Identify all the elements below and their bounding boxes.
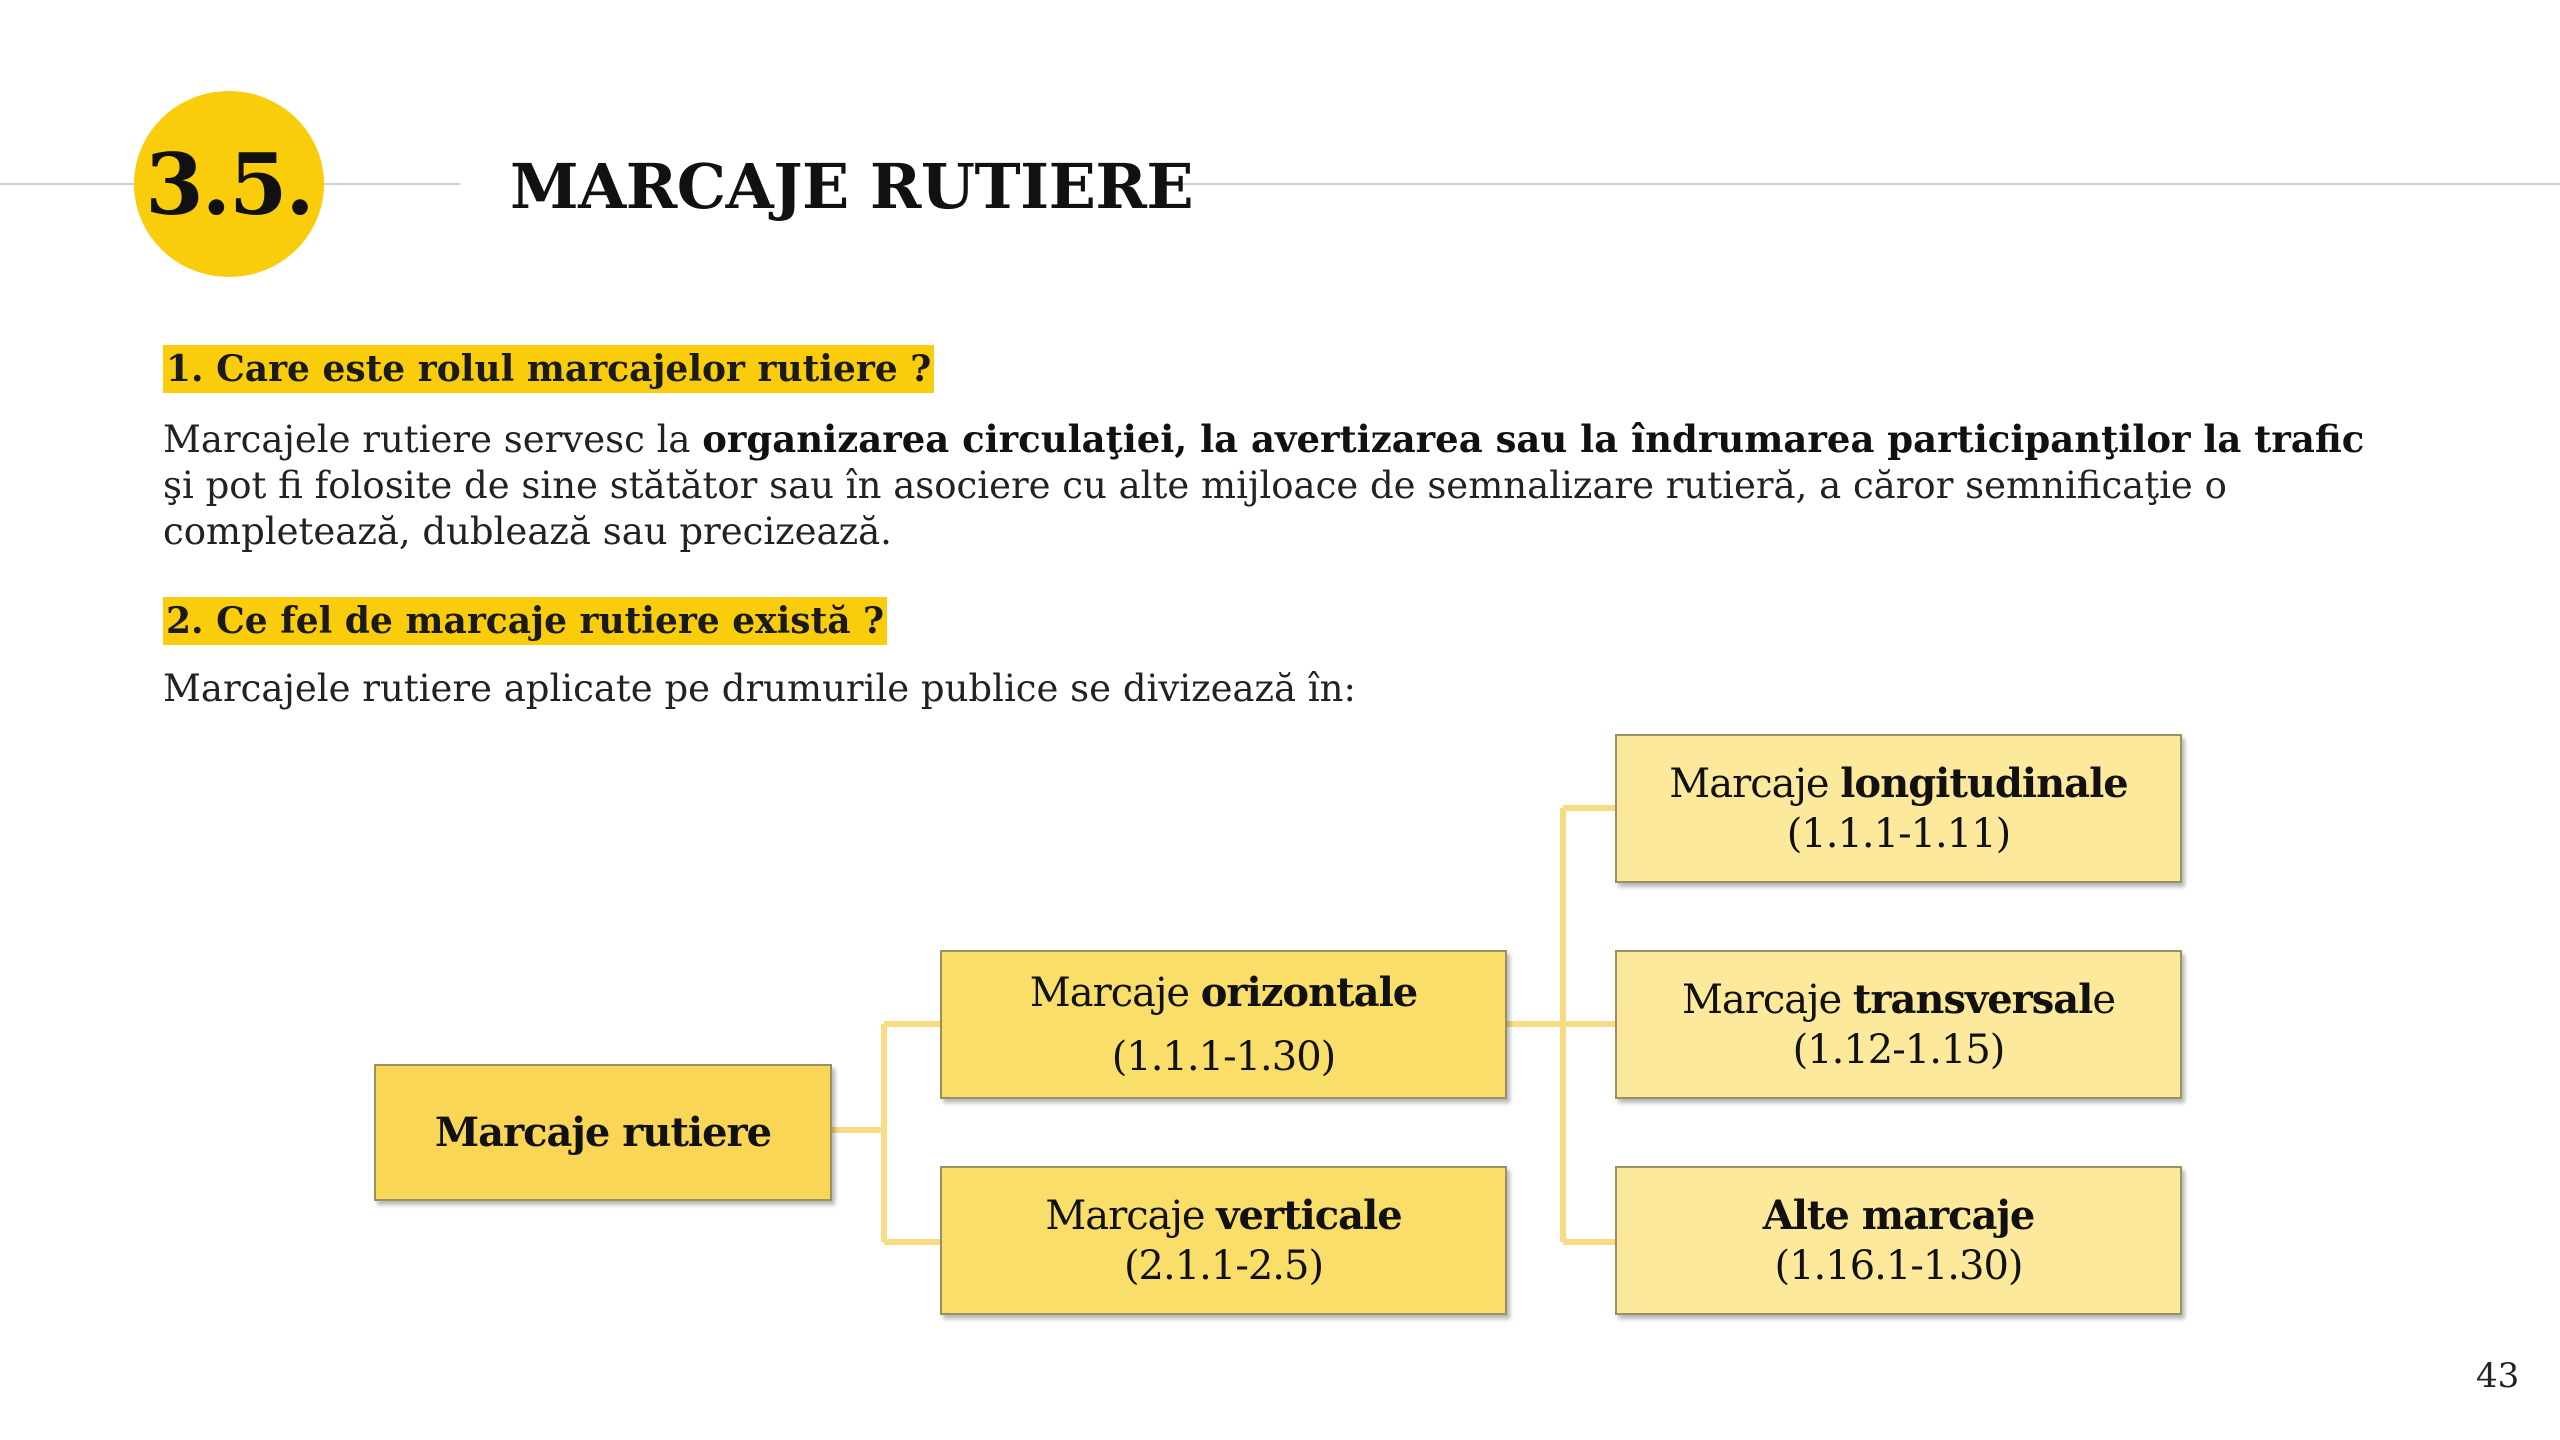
section-number: 3.5. bbox=[145, 134, 313, 234]
answer-1-text-bold: organizarea circulaţiei, la avertizarea sau la îndrumarea participanţilor la trafic bbox=[702, 417, 2365, 461]
box-transversale-prefix: Marcaje bbox=[1681, 976, 1853, 1023]
answer-1-text-end: şi pot fi folosite de sine stătător sau în asociere cu alte mijloace de semnalizare rutieră, a căror semnificaţie o completează, dublează sau precizează. bbox=[163, 464, 2227, 553]
page-title: MARCAJE RUTIERE bbox=[510, 150, 1194, 223]
box-marcaje-verticale bbox=[940, 1166, 1507, 1315]
box-longitudinale-code: (1.1.1-1.11) bbox=[1786, 810, 2011, 857]
box-marcaje-transversale bbox=[1615, 950, 2182, 1099]
box-orizontale-prefix: Marcaje bbox=[1029, 969, 1201, 1016]
box-orizontale-bold: orizontale bbox=[1200, 968, 1418, 1016]
box-alte-bold: Alte marcaje bbox=[1762, 1191, 2035, 1239]
box-transversale-bold: transversal bbox=[1852, 975, 2093, 1023]
question-2-answer: Marcajele rutiere aplicate pe drumurile publice se divizează în: bbox=[163, 667, 1356, 710]
box-verticale-prefix: Marcaje bbox=[1045, 1192, 1217, 1239]
box-marcaje-orizontale bbox=[940, 950, 1507, 1099]
connector-orizontale-to-level2 bbox=[1505, 808, 1617, 1242]
box-alte-title bbox=[1763, 1191, 2035, 1241]
box-longitudinale-prefix: Marcaje bbox=[1669, 760, 1841, 807]
question-1-heading: 1. Care este rolul marcajelor rutiere ? bbox=[163, 345, 934, 393]
box-orizontale-code: (1.1.1-1.30) bbox=[1111, 1033, 1336, 1080]
box-verticale-code: (2.1.1-2.5) bbox=[1123, 1242, 1324, 1289]
box-alte-code: (1.16.1-1.30) bbox=[1774, 1242, 2023, 1289]
connector-root-to-level1 bbox=[832, 1024, 942, 1242]
box-verticale-bold: verticale bbox=[1216, 1191, 1402, 1239]
box-marcaje-rutiere-label: Marcaje rutiere bbox=[434, 1108, 772, 1156]
box-longitudinale-title bbox=[1669, 759, 2127, 809]
box-verticale-title bbox=[1045, 1191, 1401, 1241]
box-transversale-title bbox=[1682, 975, 2115, 1025]
question-2-heading: 2. Ce fel de marcaje rutiere există ? bbox=[163, 597, 887, 645]
answer-1-text-start: Marcajele rutiere servesc la bbox=[163, 418, 703, 461]
box-marcaje-longitudinale bbox=[1615, 734, 2182, 883]
box-longitudinale-bold: longitudinale bbox=[1840, 759, 2128, 807]
box-orizontale-title bbox=[1030, 968, 1417, 1018]
box-transversale-code: (1.12-1.15) bbox=[1792, 1026, 2005, 1073]
box-transversale-suffix: e bbox=[2092, 976, 2116, 1023]
box-marcaje-rutiere bbox=[374, 1064, 832, 1201]
page-number: 43 bbox=[2476, 1356, 2520, 1396]
box-alte-marcaje bbox=[1615, 1166, 2182, 1315]
